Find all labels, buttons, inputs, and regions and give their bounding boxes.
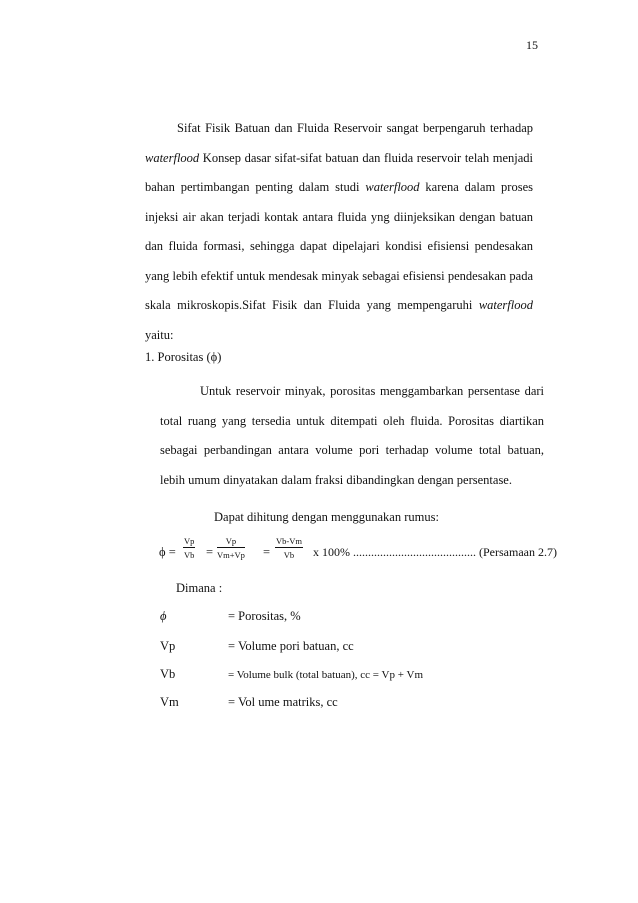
definition-desc: = Volume pori batuan, cc xyxy=(228,639,354,653)
porosity-formula xyxy=(159,536,557,570)
intro-line: bahan pertimbangan penting dalam studi waterflood karena dalam proses xyxy=(145,180,533,194)
formula-equals: = xyxy=(206,545,214,559)
page-number: 15 xyxy=(526,38,538,52)
section-heading: 1. Porositas (ϕ) xyxy=(145,350,222,364)
definition-symbol: Vm xyxy=(160,695,179,709)
definition-symbol: Vp xyxy=(160,639,176,653)
porosity-line: total ruang yang tersedia untuk ditempati oleh fluida. Porositas diartikan xyxy=(160,413,544,428)
term-waterflood: waterflood xyxy=(145,150,200,165)
intro-line: yaitu: xyxy=(145,327,174,342)
porosity-line: lebih umum dinyatakan dalam fraksi dibandingkan dengan persentase. xyxy=(160,472,512,487)
intro-line: yang lebih efektif untuk mendesak minyak sebagai efisiensi pendesakan pada xyxy=(145,268,533,283)
definition-row xyxy=(160,695,338,710)
porosity-paragraph xyxy=(160,377,544,495)
porosity-line: sebagai perbandingan antara volume pori terhadap volume total batuan, xyxy=(160,443,544,457)
porosity-line: Untuk reservoir minyak, porositas menggambarkan persentase dari xyxy=(200,384,544,398)
definitions-intro: Dimana : xyxy=(176,581,223,595)
definition-row xyxy=(160,609,301,624)
intro-line: dan fluida formasi, sehingga dapat dipelajari kondisi efisiensi pendesakan xyxy=(145,239,533,253)
formula-lhs: ϕ = xyxy=(159,545,176,559)
intro-line: Sifat Fisik Batuan dan Fluida Reservoir sangat berpengaruh terhadap xyxy=(177,121,533,135)
fraction-vp-vmvp: $\frac{Vp}{Vm+Vp}$ xyxy=(217,536,245,560)
term-waterflood: waterflood xyxy=(478,298,533,312)
formula-tail: x 100% ......................................... (Persamaan 2.7) xyxy=(313,545,557,559)
formula-intro: Dapat dihitung dengan menggunakan rumus: xyxy=(214,510,439,524)
fraction-vp-vb: $\frac{Vp}{Vb}$ xyxy=(184,536,195,560)
definition-symbol: Vb xyxy=(160,667,176,681)
intro-line: injeksi air akan terjadi kontak antara fluida yng diinjeksikan dengan batuan xyxy=(145,209,533,224)
intro-line: skala mikroskopis.Sifat Fisik dan Fluida yang mempengaruhi waterflood xyxy=(145,298,533,312)
formula-equals: = xyxy=(263,545,271,559)
definition-desc: = Volume bulk (total batuan), cc = Vp + Vm xyxy=(228,669,423,681)
intro-paragraph xyxy=(145,114,533,350)
definition-row xyxy=(160,667,423,682)
definition-symbol: ϕ xyxy=(160,609,167,623)
fraction-vbvm-vb: $\frac{Vb-Vm}{Vb}$ xyxy=(276,536,302,560)
definition-desc: = Vol ume matriks, cc xyxy=(228,695,338,709)
definition-desc: = Porositas, % xyxy=(228,609,301,623)
term-waterflood: waterflood xyxy=(365,180,420,194)
definition-row xyxy=(160,639,354,654)
intro-line: waterflood Konsep dasar sifat-sifat batuan dan fluida reservoir telah menjadi xyxy=(145,150,533,165)
